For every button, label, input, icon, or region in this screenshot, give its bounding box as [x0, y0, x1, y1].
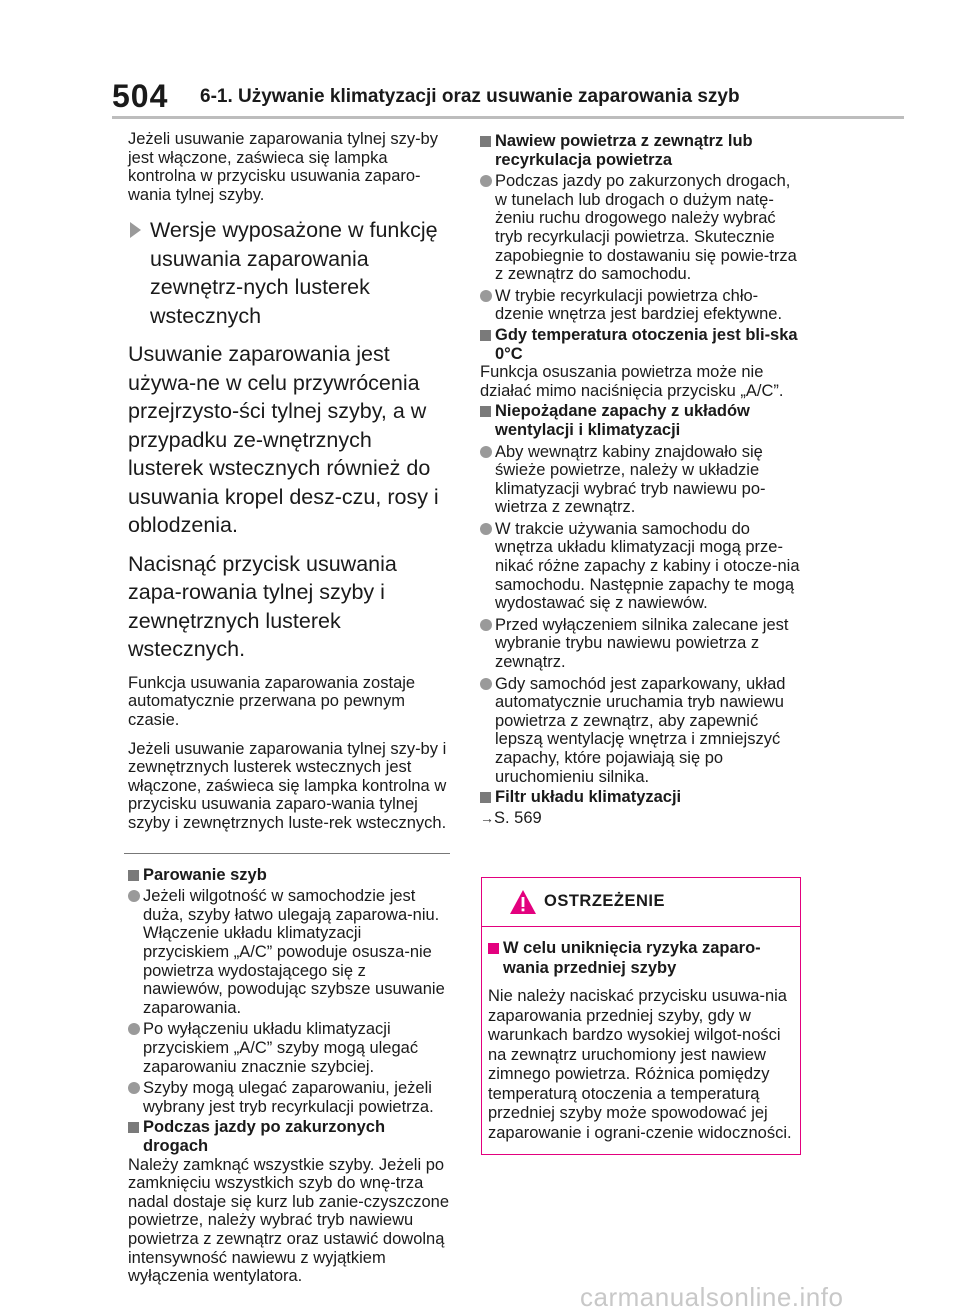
smell-bullet-3-text: Przed wyłączeniem silnika zalecane jest wybranie trybu nawiewu powietrza z zewnątrz. — [495, 615, 789, 672]
warning-heading-text: W celu uniknięcia ryzyka zaparo-wania przedniej szyby — [503, 939, 761, 977]
square-bullet-icon — [480, 792, 491, 803]
dust-heading-text: Podczas jazdy po zakurzonych drogach — [143, 1118, 386, 1155]
fog-heading-text: Parowanie szyb — [143, 865, 267, 884]
air-bullet-1-text: Podczas jazdy po zakurzonych drogach, w tunelach lub drogach o dużym natę-żeniu ruchu drogowego należy wybrać tryb recyrkulacji powietrza. Skutecznie zapobiegnie to dostawaniu się powie-trza z zewnątrz do samochodu. — [495, 172, 797, 284]
auto-off-note: Funkcja usuwania zaparowania zostaje automatycznie przerwana po pewnym czasie. — [128, 673, 416, 730]
chapter-title: 6-1. Używanie klimatyzacji oraz usuwanie zaparowania szyb — [200, 86, 740, 107]
circle-bullet-icon — [128, 1082, 140, 1094]
fog-bullet-3 — [128, 1079, 450, 1116]
dust-heading — [128, 1118, 450, 1155]
square-bullet-icon — [480, 136, 491, 147]
smell-bullet-2 — [480, 520, 802, 613]
air-bullet-1 — [480, 172, 802, 284]
square-bullet-icon — [128, 1122, 139, 1133]
smell-bullet-3 — [480, 616, 802, 672]
smell-heading — [480, 402, 802, 439]
filter-reference — [480, 809, 802, 828]
smell-bullet-1 — [480, 443, 802, 517]
right-column — [480, 130, 802, 827]
fog-bullet-1 — [128, 887, 450, 1017]
smell-bullet-4 — [480, 675, 802, 787]
page-number: 504 — [112, 78, 169, 114]
circle-bullet-icon — [128, 890, 140, 902]
watermark: carmanualsonline.info — [580, 1282, 844, 1312]
warning-header — [482, 878, 800, 927]
air-bullet-2-text: W trybie recyrkulacji powietrza chło-dzenie wnętrza jest bardziej efektywne. — [495, 286, 783, 324]
left-column — [128, 130, 450, 1286]
temp-heading — [480, 326, 802, 363]
filter-heading-text: Filtr układu klimatyzacji — [495, 788, 682, 807]
air-heading-text: Nawiew powietrza z zewnątrz lub recyrkulacja powietrza — [495, 132, 753, 169]
warning-body — [482, 927, 800, 1143]
indicator-note: Jeżeli usuwanie zaparowania tylnej szy-by i zewnętrznych lusterek wstecznych jest włączone, zaświeca się lampka kontrolna w przycisku usuwania zaparo-wania tylnej szyby i zewnętrznych luste-rek wstecznych. — [128, 739, 447, 833]
defog-description: Usuwanie zaparowania jest używa-ne w celu przywrócenia przejrzysto-ści tylnej szyby, a w przypadku ze-wnętrznych lusterek wstecznych również do usuwania kropel desz-czu, rosy i oblodzenia. — [128, 342, 439, 538]
warning-title: OSTRZEŻENIE — [544, 892, 666, 910]
warning-heading — [488, 939, 796, 978]
fog-bullet-2 — [128, 1020, 450, 1076]
circle-bullet-icon — [480, 523, 492, 535]
circle-bullet-icon — [480, 678, 492, 690]
smell-bullet-1-text: Aby wewnątrz kabiny znajdowało się świeże powietrze, należy w układzie klimatyzacji wybrać tryb nawiewu po-wietrza z zewnątrz. — [495, 442, 766, 517]
temp-paragraph: Funkcja osuszania powietrza może nie działać mimo naciśnięcia przycisku „A/C”. — [480, 363, 784, 400]
filter-reference-text: S. 569 — [494, 808, 542, 827]
defog-instruction: Nacisnąć przycisk usuwania zapa-rowania tylnej szyby i zewnętrznych lusterek wstecznych. — [128, 551, 397, 662]
fog-bullet-2-text: Po wyłączeniu układu klimatyzacji przyciskiem „A/C” szyby mogą ulegać zaparowaniu znacznie szybciej. — [143, 1020, 419, 1076]
smell-bullet-4-text: Gdy samochód jest zaparkowany, układ automatycznie uruchamia tryb nawiewu powietrza z zewnątrz, aby zapewnić lepszą wentylację wnętrza i zmniejszyć zapachy, które pojawiają się po uruchomieniu silnika. — [495, 674, 786, 786]
intro-paragraph: Jeżeli usuwanie zaparowania tylnej szy-by jest włączone, zaświeca się lampka kontrolna w przycisku usuwania zaparo-wania tylnej szyby. — [128, 130, 438, 204]
section-title-text: Wersje wyposażone w funkcję usuwania zaparowania zewnętrz-nych lusterek wstecznych — [150, 218, 438, 328]
circle-bullet-icon — [128, 1023, 140, 1035]
square-bullet-icon — [480, 406, 491, 417]
air-heading — [480, 132, 802, 169]
smell-heading-text: Niepożądane zapachy z układów wentylacji i klimatyzacji — [495, 402, 750, 439]
page-header — [0, 0, 960, 118]
circle-bullet-icon — [480, 619, 492, 631]
fog-heading — [128, 866, 450, 885]
warning-triangle-icon — [509, 889, 537, 915]
air-bullet-2 — [480, 287, 802, 324]
circle-bullet-icon — [480, 290, 492, 302]
warning-box — [481, 877, 801, 1155]
filter-heading — [480, 788, 802, 807]
fog-bullet-1-text: Jeżeli wilgotność w samochodzie jest duża, szyby łatwo ulegają zaparowa-niu. Włączenie układu klimatyzacji przyciskiem „A/C” powoduje osusza-nie powietrza wydostającego się z nawiewów, powodując szybsze usuwanie zaparowania. — [143, 887, 445, 1017]
circle-bullet-icon — [480, 446, 492, 458]
arrow-right-icon: → — [480, 809, 494, 826]
section-divider — [124, 853, 450, 854]
circle-bullet-icon — [480, 175, 492, 187]
triangle-arrow-icon — [130, 222, 141, 238]
dust-paragraph: Należy zamknąć wszystkie szyby. Jeżeli po zamknięciu wszystkich szyb do wnę-trza nadal dostaje się kurz lub zanie-czyszczone powietrze, należy wybrać tryb nawiewu powietrza z zewnątrz oraz ustawić dowolną intensywność nawiewu z wyjątkiem wyłączenia wentylatora. — [128, 1155, 450, 1286]
warning-text: Nie należy naciskać przycisku usuwa-nia zaparowania przedniej szyby, gdy w warunkach bardzo wysokiej wilgot-ności na zewnątrz uruchomiony jest nawiew zimnego powietrza. Różnica pomiędzy temperaturą otoczenia a temperaturą przedniej szyby może spowodować jej zaparowanie i ograni-czenie widoczności. — [488, 987, 792, 1142]
square-bullet-icon — [480, 330, 491, 341]
temp-heading-text: Gdy temperatura otoczenia jest bli-ska 0°C — [495, 325, 798, 363]
fog-bullet-3-text: Szyby mogą ulegać zaparowaniu, jeżeli wybrany jest tryb recyrkulacji powietrza. — [143, 1079, 434, 1116]
section-title — [128, 216, 450, 330]
square-bullet-icon — [488, 943, 499, 954]
square-bullet-icon — [128, 870, 139, 881]
smell-bullet-2-text: W trakcie używania samochodu do wnętrza układu klimatyzacji mogą prze-nikać różne zapachy z kabiny i otocze-nia samochodu. Następnie zapachy te mogą wydostawać się z nawiewów. — [495, 519, 800, 613]
header-rule — [112, 116, 904, 119]
